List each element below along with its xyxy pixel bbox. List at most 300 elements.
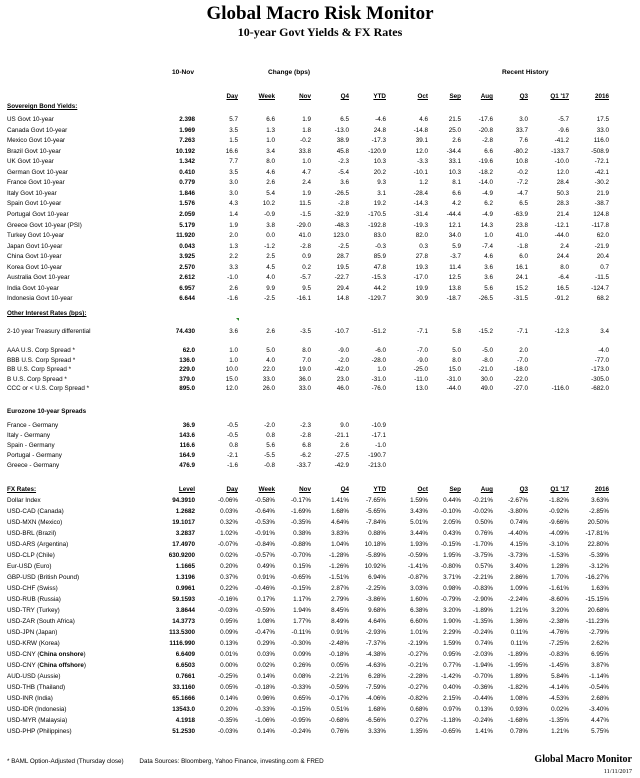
row-value: 0.43%: [443, 530, 461, 537]
row-value: 0.74%: [475, 640, 493, 647]
row-value: -1.82%: [508, 684, 528, 691]
row-value: -3.7: [450, 253, 461, 261]
table-row: [0, 584, 640, 593]
row-value: -0.58%: [255, 497, 275, 504]
table-row: [0, 365, 640, 374]
row-name: USD-KRW (Korea): [7, 640, 60, 647]
column-header: Q3: [519, 93, 528, 100]
row-name: German Govt 10-year: [7, 168, 68, 176]
row-value: 1.41%: [475, 728, 493, 735]
row-value: -0.07%: [218, 541, 238, 548]
row-value: 33.0: [262, 375, 275, 383]
column-header: Q1 '17: [550, 486, 569, 493]
row-value: 22.0: [262, 366, 275, 373]
table-row: [0, 661, 640, 670]
row-value: -2.38%: [549, 618, 569, 625]
row-level: 1.2682: [175, 508, 195, 515]
row-value: 0.7: [600, 263, 609, 271]
table-row: [0, 694, 640, 703]
row-value: -0.83%: [473, 585, 493, 592]
row-value: -0.03%: [218, 728, 238, 735]
row-value: 20.68%: [587, 607, 609, 614]
row-value: -77.0: [594, 356, 609, 364]
row-value: 1.35%: [410, 728, 428, 735]
row-value: 3.71%: [443, 574, 461, 581]
row-value: 28.3: [556, 200, 569, 208]
row-value: 20.50%: [587, 519, 609, 526]
row-value: 4.6: [419, 116, 428, 123]
row-value: -0.59%: [255, 607, 275, 614]
row-level: 19.1017: [172, 519, 195, 526]
row-value: 0.17%: [257, 596, 275, 603]
row-value: -0.64%: [255, 508, 275, 515]
row-value: -0.70%: [473, 673, 493, 680]
row-value: -0.17%: [329, 695, 349, 702]
row-value: 4.5: [266, 263, 275, 271]
row-value: -19.6: [478, 158, 493, 166]
row-name: USD-THB (Thailand): [7, 684, 66, 691]
row-value: 6.8: [302, 442, 311, 449]
row-value: -7.25%: [549, 640, 569, 647]
row-name: USD-MXN (Mexico): [7, 519, 63, 526]
row-value: 41.0: [515, 232, 528, 240]
row-value: -1.94%: [473, 662, 493, 669]
row-value: -1.8: [517, 242, 528, 250]
row-level: 5.179: [179, 221, 195, 229]
row-value: -0.03%: [218, 607, 238, 614]
row-value: -0.8: [264, 462, 275, 469]
row-value: -0.91%: [255, 530, 275, 537]
row-value: 6.0: [519, 253, 528, 261]
row-value: 0.44%: [443, 497, 461, 504]
row-value: -5.89%: [366, 552, 386, 559]
row-value: -4.14%: [549, 684, 569, 691]
row-value: -7.0: [417, 347, 428, 354]
row-value: 33.1: [448, 158, 461, 166]
row-value: 2.4: [302, 179, 311, 187]
row-value: 15.2: [515, 284, 528, 292]
row-name: Greece - Germany: [7, 462, 60, 469]
row-value: -1.68%: [508, 717, 528, 724]
table-row: [0, 705, 640, 714]
row-value: -0.16%: [218, 596, 238, 603]
row-value: 5.4: [266, 189, 275, 197]
row-name: AAA U.S. Corp Spread *: [7, 347, 75, 354]
row-value: -0.10%: [441, 508, 461, 515]
footer-notes: [7, 758, 338, 765]
row-value: -1.26%: [329, 563, 349, 570]
row-value: -17.1: [371, 432, 386, 439]
row-value: -2.79%: [589, 629, 609, 636]
row-value: -44.0: [446, 385, 461, 392]
row-value: 2.6: [266, 328, 275, 335]
row-value: 0.22%: [220, 585, 238, 592]
row-value: 3.43%: [410, 508, 428, 515]
row-value: 0.65%: [293, 695, 311, 702]
row-name: CCC or < U.S. Corp Spread *: [7, 385, 90, 392]
row-value: -29.0: [296, 221, 311, 229]
row-value: 19.3: [415, 263, 428, 271]
row-value: 0.11%: [510, 629, 528, 636]
row-value: -120.9: [368, 147, 386, 155]
row-name: USD-INR (India): [7, 695, 53, 702]
row-value: 2.2: [229, 253, 238, 261]
row-value: -0.88%: [291, 541, 311, 548]
row-value: -34.4: [446, 147, 461, 155]
row-value: 4.47%: [591, 717, 609, 724]
row-value: 0.93%: [510, 706, 528, 713]
row-name: USD-IDR (Indonesia): [7, 706, 67, 713]
row-value: 9.0: [340, 422, 349, 429]
row-value: 0.27%: [410, 717, 428, 724]
table-row: [0, 518, 640, 527]
row-value: 1.0: [266, 137, 275, 145]
row-value: 4.6: [484, 253, 493, 261]
row-value: -1.2: [264, 242, 275, 250]
row-value: -0.5: [227, 422, 238, 429]
row-value: -1.53%: [549, 552, 569, 559]
row-value: 9.5: [302, 284, 311, 292]
row-value: 25.0: [448, 126, 461, 134]
column-header: Week: [258, 93, 275, 100]
row-value: 13.8: [448, 284, 461, 292]
row-value: 20.4: [596, 253, 609, 261]
row-value: 0.76%: [331, 728, 349, 735]
row-value: -0.18%: [329, 651, 349, 658]
row-level: 2.612: [179, 274, 195, 282]
row-value: -3.80%: [508, 508, 528, 515]
row-value: -6.2: [300, 452, 311, 459]
row-value: 4.3: [229, 200, 238, 208]
row-value: -0.82%: [408, 695, 428, 702]
row-value: 0.05%: [220, 684, 238, 691]
row-value: 29.4: [336, 284, 349, 292]
row-name: China Govt 10-year: [7, 253, 62, 261]
row-value: -12.3: [554, 328, 569, 335]
row-name: USD-CNY (China onshore): [7, 651, 86, 658]
row-value: -28.0: [371, 356, 386, 364]
row-value: 62.0: [596, 232, 609, 240]
row-value: 45.8: [336, 147, 349, 155]
row-value: 41.0: [298, 232, 311, 240]
row-value: 1.0: [377, 366, 386, 373]
row-value: -4.09%: [549, 530, 569, 537]
row-value: -1.35%: [473, 618, 493, 625]
table-row: [0, 683, 640, 692]
row-level: 2.570: [179, 263, 195, 271]
row-value: -91.2: [554, 295, 569, 303]
row-value: -9.0: [417, 356, 428, 364]
row-value: 2.62%: [591, 640, 609, 647]
row-value: 5.75%: [591, 728, 609, 735]
row-value: -0.65%: [441, 728, 461, 735]
row-value: 38.9: [336, 137, 349, 145]
report-title: Global Macro Risk Monitor: [206, 3, 434, 24]
row-value: 1.3: [229, 242, 238, 250]
row-value: 3.03%: [410, 585, 428, 592]
row-value: -42.9: [334, 462, 349, 469]
row-value: -4.63%: [366, 662, 386, 669]
row-value: 3.6: [229, 328, 238, 335]
row-value: -0.36%: [473, 684, 493, 691]
row-value: -63.9: [513, 210, 528, 218]
row-value: -0.65%: [291, 574, 311, 581]
row-value: 3.20%: [443, 607, 461, 614]
row-value: -7.0: [517, 356, 528, 364]
row-value: -2.25%: [366, 585, 386, 592]
row-value: -0.24%: [473, 629, 493, 636]
row-value: -33.7: [296, 462, 311, 469]
table-row: [0, 356, 640, 365]
comment-marker-icon: [236, 318, 239, 321]
column-header: Week: [258, 486, 275, 493]
row-value: -0.2: [517, 168, 528, 176]
row-value: -190.7: [368, 452, 386, 459]
row-value: 3.8: [266, 221, 275, 229]
row-value: 19.5: [336, 263, 349, 271]
row-value: -2.3: [338, 158, 349, 166]
table-row: [0, 384, 640, 393]
row-value: 123.0: [333, 232, 349, 240]
row-value: -3.86%: [366, 596, 386, 603]
row-level: 74.430: [175, 328, 195, 335]
row-value: 1.70%: [551, 574, 569, 581]
column-header: Nov: [299, 486, 311, 493]
row-value: -18.0: [513, 366, 528, 373]
row-value: 17.5: [596, 116, 609, 123]
row-value: -10.1: [413, 168, 428, 176]
column-header: YTD: [373, 93, 386, 100]
row-level: 36.9: [182, 422, 195, 429]
row-value: -0.27%: [408, 651, 428, 658]
row-value: -0.18%: [255, 684, 275, 691]
history-header: Recent History: [502, 69, 549, 76]
row-value: -0.83%: [549, 651, 569, 658]
row-value: 10.0: [225, 366, 238, 373]
table-row: [0, 242, 640, 251]
other-rates-section-title-label: Other Interest Rates (bps):: [7, 310, 87, 317]
row-name: USD-RUB (Russia): [7, 596, 61, 603]
row-value: -76.0: [371, 385, 386, 392]
row-level: 0.410: [179, 168, 195, 176]
column-header-row: [0, 485, 640, 494]
row-value: 6.5: [340, 116, 349, 123]
column-header: Oct: [417, 486, 428, 493]
row-value: 24.4: [556, 253, 569, 261]
row-value: -6.4: [558, 274, 569, 282]
eurozone-section-title-label: Eurozone 10-year Spreads: [7, 408, 87, 415]
table-row: [0, 284, 640, 293]
row-value: -1.0: [375, 442, 386, 449]
row-value: 6.60%: [410, 618, 428, 625]
row-name: USD-MYR (Malaysia): [7, 717, 68, 724]
row-name: 2-10 year Treasury differential: [7, 328, 91, 335]
row-value: -2.8: [482, 137, 493, 145]
row-value: -4.9: [482, 210, 493, 218]
row-level: 13543.0: [172, 706, 195, 713]
row-value: 1.68%: [331, 508, 349, 515]
row-level: 379.0: [179, 375, 195, 383]
row-value: 1.4: [229, 210, 238, 218]
row-name: Indonesia Govt 10-year: [7, 295, 73, 303]
row-level: 1.3196: [175, 574, 195, 581]
row-value: -2.28%: [408, 673, 428, 680]
row-value: -16.27%: [585, 574, 609, 581]
row-value: -0.11%: [291, 629, 311, 636]
row-value: 6.6: [266, 116, 275, 123]
row-value: 2.4: [560, 242, 569, 250]
row-value: -5.39%: [589, 552, 609, 559]
row-value: -0.35%: [291, 519, 311, 526]
row-value: 2.15%: [443, 695, 461, 702]
row-value: -117.8: [591, 221, 609, 229]
row-value: 1.63%: [591, 585, 609, 592]
row-value: 1.89%: [510, 673, 528, 680]
row-value: 23.8: [515, 221, 528, 229]
row-value: 3.0: [519, 116, 528, 123]
row-value: -0.35%: [218, 717, 238, 724]
row-value: -2.5: [338, 242, 349, 250]
row-value: 36.0: [298, 375, 311, 383]
row-value: 0.37%: [220, 574, 238, 581]
row-value: 16.6: [225, 147, 238, 155]
row-level: 0.779: [179, 179, 195, 187]
row-value: -18.2: [478, 168, 493, 176]
row-value: 21.9: [596, 189, 609, 197]
table-row: [0, 421, 640, 430]
row-value: 0.20%: [220, 563, 238, 570]
table-row: [0, 115, 640, 124]
row-value: -10.0: [554, 158, 569, 166]
row-value: -1.95%: [508, 662, 528, 669]
row-value: 9.9: [266, 284, 275, 292]
row-value: -9.6: [558, 126, 569, 134]
row-value: 1.9: [302, 189, 311, 197]
row-value: -0.53%: [255, 519, 275, 526]
row-value: -0.5: [227, 432, 238, 439]
row-value: -44.0: [554, 232, 569, 240]
row-value: -3.10%: [549, 541, 569, 548]
row-value: 0.38%: [293, 530, 311, 537]
row-value: 4.0: [266, 274, 275, 282]
row-value: -2.24%: [508, 596, 528, 603]
table-row: [0, 672, 640, 681]
row-value: -124.7: [591, 284, 609, 292]
row-name: B U.S. Corp Spread *: [7, 375, 67, 383]
row-value: 1.59%: [443, 640, 461, 647]
row-value: 0.08%: [293, 673, 311, 680]
row-value: 3.6: [484, 263, 493, 271]
row-value: 1.01%: [410, 629, 428, 636]
row-level: 33.1160: [172, 684, 195, 691]
row-level: 6.6503: [175, 662, 195, 669]
row-value: -3.12%: [589, 563, 609, 570]
column-header: Sep: [449, 486, 461, 493]
row-level: 136.0: [179, 356, 195, 364]
row-value: -682.0: [591, 385, 609, 392]
row-value: 1.36%: [510, 618, 528, 625]
row-value: -0.02%: [473, 508, 493, 515]
row-value: -2.1: [227, 452, 238, 459]
row-value: 12.5: [448, 274, 461, 282]
row-value: 0.91%: [331, 629, 349, 636]
row-value: 0.40%: [443, 684, 461, 691]
row-value: -7.4: [482, 242, 493, 250]
row-level: 6.644: [179, 295, 195, 303]
row-value: 2.29%: [443, 629, 461, 636]
row-value: -31.5: [513, 295, 528, 303]
row-value: -4.76%: [549, 629, 569, 636]
row-value: 39.1: [415, 137, 428, 145]
row-level: 2.398: [179, 116, 195, 123]
row-value: 6.5: [519, 200, 528, 208]
row-level: 65.1666: [172, 695, 195, 702]
row-value: -41.2: [554, 137, 569, 145]
row-value: 3.3: [229, 263, 238, 271]
row-level: 10.192: [175, 147, 195, 155]
row-value: 1.3: [266, 126, 275, 134]
row-value: 8.0: [266, 158, 275, 166]
row-value: 46.0: [336, 385, 349, 392]
row-value: 3.1: [377, 189, 386, 197]
row-value: 0.20%: [220, 706, 238, 713]
row-value: 0.9: [302, 253, 311, 261]
row-name: India Govt 10-year: [7, 284, 59, 292]
row-value: -4.53%: [549, 695, 569, 702]
footer-date: 11/11/2017: [603, 768, 632, 775]
row-value: 0.88%: [368, 530, 386, 537]
row-value: 2.6: [340, 442, 349, 449]
row-value: 4.64%: [331, 519, 349, 526]
row-name: UK Govt 10-year: [7, 158, 54, 166]
row-value: 0.09%: [220, 629, 238, 636]
column-header-row: [0, 92, 640, 101]
row-level: 476.9: [179, 462, 195, 469]
row-value: 1.21%: [510, 607, 528, 614]
row-value: -2.5: [264, 295, 275, 303]
row-value: 24.8: [373, 126, 386, 134]
column-header: YTD: [373, 486, 386, 493]
row-value: 10.8: [515, 158, 528, 166]
row-value: -31.0: [371, 375, 386, 383]
row-level: 3.8644: [175, 607, 195, 614]
row-value: -1.6: [227, 295, 238, 303]
row-value: -1.82%: [549, 497, 569, 504]
table-row: [0, 126, 640, 135]
row-value: 0.8: [266, 432, 275, 439]
row-value: -173.0: [591, 366, 609, 373]
row-value: -4.7: [517, 189, 528, 197]
row-value: -1.28%: [329, 552, 349, 559]
row-value: 3.5: [229, 168, 238, 176]
row-value: -11.5: [595, 274, 609, 282]
table-row: [0, 595, 640, 604]
column-header: Nov: [299, 93, 311, 100]
table-row: [0, 573, 640, 582]
row-value: 0.78%: [510, 728, 528, 735]
row-level: 62.0: [182, 347, 195, 354]
row-value: 3.6: [484, 274, 493, 282]
row-name: USD-ARS (Argentina): [7, 541, 69, 548]
row-value: -8.0: [482, 356, 493, 364]
row-value: -0.44%: [473, 695, 493, 702]
row-value: -25.0: [413, 366, 428, 373]
row-value: 0.03%: [220, 508, 238, 515]
row-value: -48.3: [334, 221, 349, 229]
table-row: [0, 189, 640, 198]
row-value: 1.90%: [443, 618, 461, 625]
row-value: 21.4: [556, 210, 569, 218]
